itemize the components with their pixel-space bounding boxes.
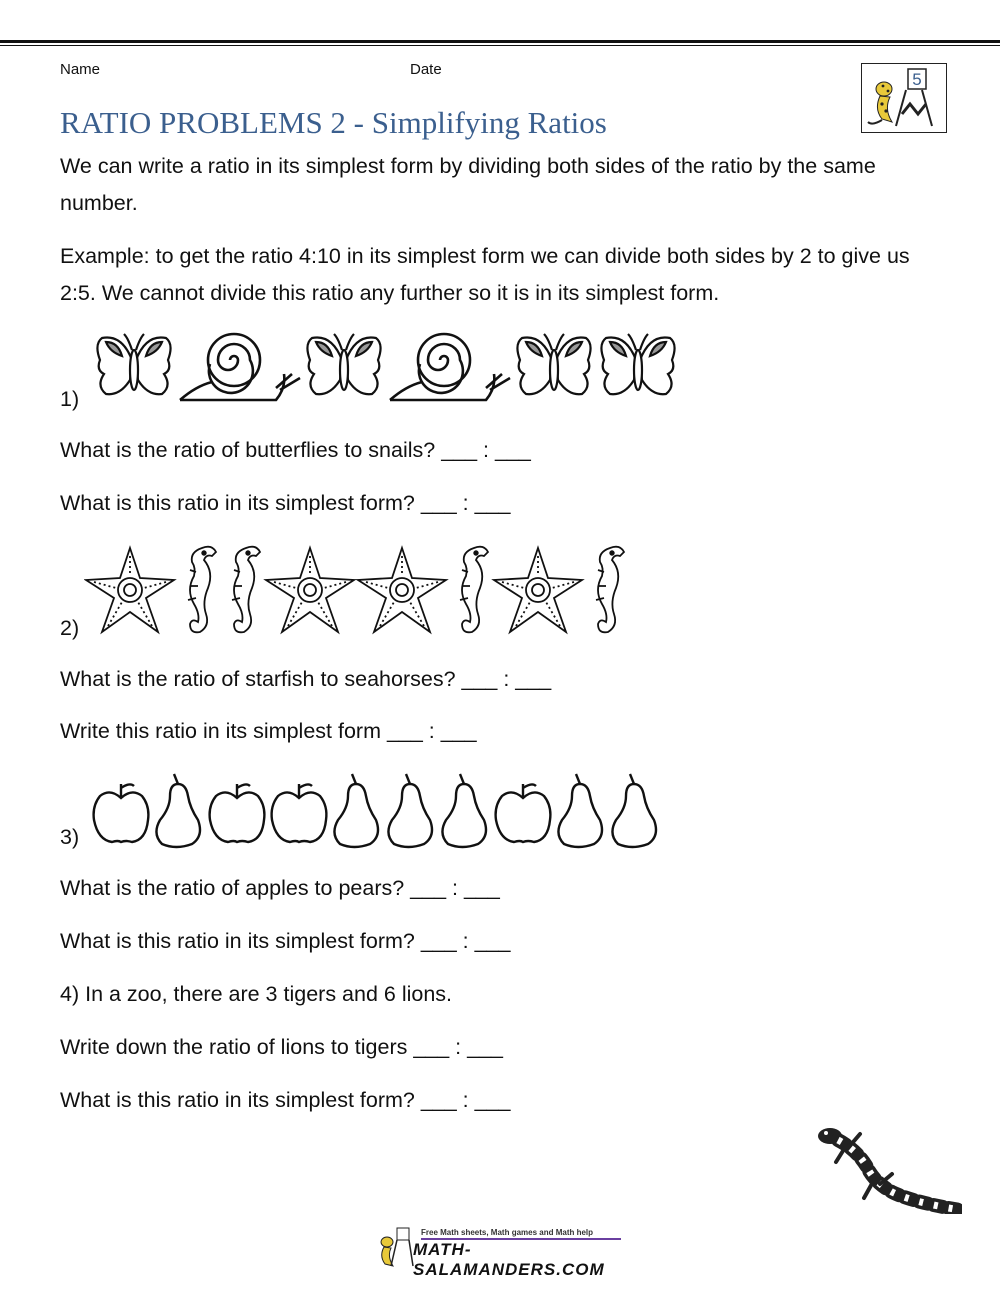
apple-icon bbox=[496, 784, 551, 842]
problem-3-question-1: What is the ratio of apples to pears? ___ : ___ bbox=[60, 876, 500, 900]
snail-icon bbox=[180, 334, 300, 400]
grade-logo bbox=[861, 63, 947, 133]
footer-site: MATH-SALAMANDERS.COM bbox=[413, 1240, 605, 1279]
seahorse-icon bbox=[232, 547, 260, 633]
pear-icon bbox=[334, 774, 378, 847]
seahorse-icon bbox=[188, 547, 216, 633]
footer-tagline: Free Math sheets, Math games and Math help bbox=[421, 1228, 594, 1237]
problem-4-question-1: Write down the ratio of lions to tigers ___ : ___ bbox=[60, 1035, 503, 1059]
pear-icon bbox=[442, 774, 486, 847]
intro-text: We can write a ratio in its simplest form by dividing both sides of the ratio by the same number. bbox=[60, 154, 876, 215]
date-label: Date bbox=[410, 61, 442, 78]
seahorse-icon bbox=[596, 547, 624, 633]
page-title: RATIO PROBLEMS 2 - Simplifying Ratios bbox=[60, 105, 607, 140]
top-rule-thin bbox=[0, 45, 1000, 46]
apple-icon bbox=[94, 784, 149, 842]
problem-2-question-1: What is the ratio of starfish to seahorses? ___ : ___ bbox=[60, 667, 552, 691]
starfish-icon bbox=[266, 548, 354, 632]
problem-4-question-2: What is this ratio in its simplest form? ___ : ___ bbox=[60, 1088, 511, 1112]
pear-icon bbox=[558, 774, 602, 847]
problem-1-question-2: What is this ratio in its simplest form? ___ : ___ bbox=[60, 491, 511, 515]
seahorse-icon bbox=[460, 547, 488, 633]
problem-3-number: 3) bbox=[60, 825, 80, 849]
starfish-icon bbox=[358, 548, 446, 632]
problem-2-pictures bbox=[84, 542, 628, 641]
problem-1-question-1: What is the ratio of butterflies to snails? ___ : ___ bbox=[60, 438, 531, 462]
problem-1-number: 1) bbox=[60, 387, 80, 411]
apple-icon bbox=[272, 784, 327, 842]
salamander-icon bbox=[812, 1122, 962, 1219]
problem-3-pictures bbox=[90, 770, 662, 855]
apple-icon bbox=[210, 784, 265, 842]
snail-icon bbox=[390, 334, 510, 400]
name-label: Name bbox=[60, 61, 101, 78]
starfish-icon bbox=[86, 548, 174, 632]
pear-icon bbox=[156, 774, 200, 847]
problem-2-number: 2) bbox=[60, 616, 80, 640]
butterfly-icon bbox=[517, 334, 590, 394]
butterfly-icon bbox=[97, 334, 170, 394]
pear-icon bbox=[612, 774, 656, 847]
starfish-icon bbox=[494, 548, 582, 632]
problem-3-question-2: What is this ratio in its simplest form? ___ : ___ bbox=[60, 929, 511, 953]
butterfly-icon bbox=[307, 334, 380, 394]
top-rule bbox=[0, 40, 1000, 43]
example-text: Example: to get the ratio 4:10 in its simplest form we can divide both sides by 2 to give us 2:5. We cannot divide this ratio any further so it is in its simplest form. bbox=[60, 244, 910, 305]
butterfly-icon bbox=[601, 334, 674, 394]
pear-icon bbox=[388, 774, 432, 847]
problem-2-question-2: Write this ratio in its simplest form ___ : ___ bbox=[60, 719, 477, 743]
problem-4-statement: 4) In a zoo, there are 3 tigers and 6 lions. bbox=[60, 982, 453, 1006]
footer-logo bbox=[375, 1226, 625, 1279]
problem-1-pictures bbox=[92, 330, 680, 407]
grade-number: 5 bbox=[912, 70, 922, 89]
